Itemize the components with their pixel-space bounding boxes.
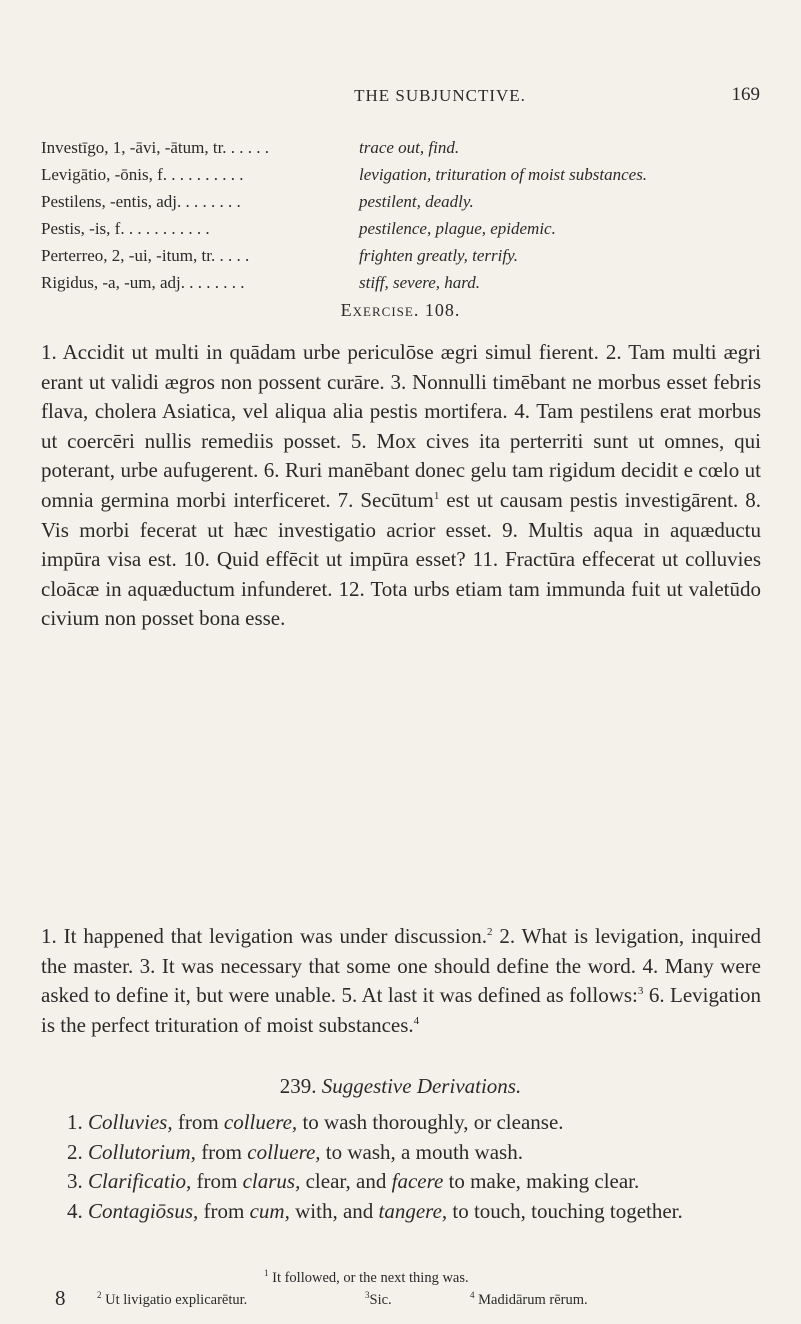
derivation-from: from xyxy=(195,1139,248,1164)
footnote-ref: 4 xyxy=(413,1014,420,1027)
footnote-mark: 3 xyxy=(365,1290,370,1301)
english-text: 1. It happened that levigation was under discussion. xyxy=(41,924,487,948)
footnote xyxy=(365,1292,392,1309)
derivation-item xyxy=(41,1167,761,1197)
vocabulary-term: Levigātio, -ōnis, f. . . . . . . . . . xyxy=(41,165,244,184)
footnote-text: It followed, or the next thing was. xyxy=(272,1270,469,1286)
vocabulary-entry xyxy=(41,273,761,300)
footnote-mark: 1 xyxy=(264,1268,269,1279)
derivation-meaning: with, and xyxy=(289,1198,379,1223)
derivation-meaning: to touch, touching together. xyxy=(447,1198,683,1223)
derivation-from: from xyxy=(191,1169,243,1193)
vocabulary-term: Rigidus, -a, -um, adj. . . . . . . . xyxy=(41,273,245,292)
english-exercise-paragraph xyxy=(41,922,761,1040)
derivation-source: clarus, xyxy=(242,1169,301,1193)
vocabulary-gloss: frighten greatly, terrify. xyxy=(359,246,518,265)
vocabulary-entry xyxy=(41,246,761,273)
vocabulary-entry xyxy=(41,138,761,165)
vocabulary-entry xyxy=(41,192,761,219)
vocabulary-gloss: trace out, find. xyxy=(359,138,460,157)
footnote-ref: 3 xyxy=(637,985,644,997)
latin-text: est ut causam pestis investigārent. 8. Vis morbi fecerat ut hæc investigatio acrior esset. 9. Multis aqua in aquæductu impūra visa est. 10. Quid effēcit ut impūra esset? 11. Fractūra effecerat ut colluvies cloācæ in aquæductum infunderet. 12. Tota urbs etiam tam immunda fuit ut valetūdo civium non posset bona esse. xyxy=(41,487,761,631)
derivation-number: 2. xyxy=(67,1139,83,1164)
running-title: THE SUBJUNCTIVE. xyxy=(354,86,526,105)
vocabulary-entry xyxy=(41,219,761,246)
derivation-source: cum, xyxy=(249,1198,290,1223)
signature-mark: 8 xyxy=(55,1286,66,1310)
footnote-mark: 4 xyxy=(470,1290,475,1301)
vocabulary-term: Pestilens, -entis, adj. . . . . . . . xyxy=(41,192,241,211)
latin-exercise-paragraph xyxy=(41,338,761,634)
derivation-from: from xyxy=(198,1198,250,1223)
english-text: 2. What is levigation, inquired the master. 3. It was necessary that some one should define the word. 4. Many were asked to define it, but were unable. 5. At last it was defined as follows: xyxy=(41,924,761,1007)
derivation-source: tangere, xyxy=(378,1198,448,1223)
vocabulary-term: Perterreo, 2, -ui, -itum, tr. . . . . xyxy=(41,246,250,265)
derivation-meaning: to make, making clear. xyxy=(443,1169,640,1193)
footnote-ref: 1 xyxy=(433,489,440,502)
vocabulary-gloss: stiff, severe, hard. xyxy=(359,273,481,292)
vocabulary-gloss: levigation, trituration of moist substances. xyxy=(359,165,648,184)
footnote xyxy=(97,1292,247,1309)
derivations-list xyxy=(41,1108,761,1226)
footnote xyxy=(264,1270,469,1287)
derivation-meaning: to wash thoroughly, or cleanse. xyxy=(297,1110,564,1134)
derivation-item xyxy=(41,1138,761,1168)
vocabulary-gloss: pestilent, deadly. xyxy=(359,192,474,211)
footnote-ref: 2 xyxy=(486,926,493,938)
derivations-heading xyxy=(0,1074,801,1099)
vocabulary-term: Investīgo, 1, -āvi, -ātum, tr. . . . . . xyxy=(41,138,270,157)
derivation-meaning: clear, and xyxy=(300,1169,392,1193)
running-head xyxy=(120,86,760,116)
derivation-from: from xyxy=(172,1110,224,1134)
section-number: 239. xyxy=(279,1074,317,1098)
derivation-word: Collutorium, xyxy=(88,1139,196,1164)
vocabulary-term: Pestis, -is, f. . . . . . . . . . . xyxy=(41,219,210,238)
section-title: Suggestive Derivations. xyxy=(321,1074,522,1098)
footnote-text: Ut livigatio explicarētur. xyxy=(105,1292,248,1308)
vocabulary-list xyxy=(41,138,761,300)
derivation-item xyxy=(41,1108,761,1138)
exercise-heading: Exercise. 108. xyxy=(340,300,461,320)
derivation-number: 3. xyxy=(67,1169,83,1193)
derivation-number: 1. xyxy=(67,1110,83,1134)
page-number: 169 xyxy=(731,84,760,105)
footnote-mark: 2 xyxy=(97,1290,102,1301)
footnote-text: Sic. xyxy=(369,1292,392,1308)
latin-text: 1. Accidit ut multi in quādam urbe periculōse ægri simul fierent. 2. Tam multi ægri erant ut validi ægros non possent curāre. 3. Nonnulli timēbant ne morbus esset febris flava, cholera Asiatica, vel aliqua alia pestis mortifera. 4. Tam pestilens erat morbus ut coercēri nullis remediis posset. 5. Mox cives ita perterriti sunt ut omnes, qui poterant, urbe aufugerent. 6. Ruri manēbant donec gelu tam rigidum decidit e cœlo ut omnia germina morbi interficeret. 7. Secūtum xyxy=(41,340,761,512)
derivation-word: Contagiōsus, xyxy=(88,1198,199,1223)
footnote xyxy=(470,1292,588,1309)
derivation-source: facere xyxy=(391,1169,444,1193)
derivation-source: colluere, xyxy=(247,1139,321,1164)
derivation-source: colluere, xyxy=(223,1110,298,1134)
derivation-word: Clarificatio, xyxy=(88,1169,192,1193)
derivation-meaning: to wash, a mouth wash. xyxy=(320,1139,523,1164)
vocabulary-entry xyxy=(41,165,761,192)
derivation-item xyxy=(41,1197,761,1227)
footnote-text: Madidārum rērum. xyxy=(478,1292,588,1308)
english-text: 6. Levigation is the perfect trituration of moist substances. xyxy=(41,983,761,1037)
derivation-word: Colluvies, xyxy=(88,1110,173,1134)
vocabulary-gloss: pestilence, plague, epidemic. xyxy=(359,219,556,238)
derivation-number: 4. xyxy=(67,1198,83,1223)
